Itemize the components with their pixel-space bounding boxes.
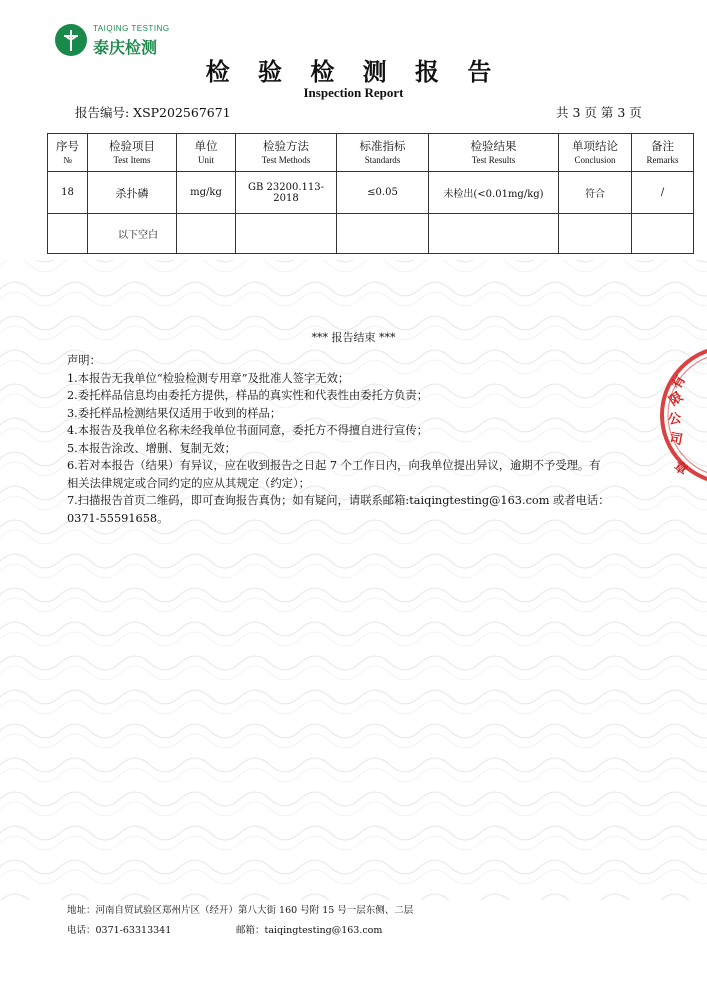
results-table: [47, 133, 694, 254]
statement-line: 4.本报告及我单位名称未经我单位书面同意，委托方不得擅自进行宣传；: [67, 424, 428, 437]
header-cell: 检验结果 Test Results: [429, 134, 559, 172]
header-cell: 检验方法 Test Methods: [236, 134, 337, 172]
company-seal-stamp: [655, 340, 707, 490]
statement-block: [67, 352, 687, 527]
report-subtitle: Inspection Report: [303, 85, 404, 100]
report-number: 报告编号: XSP202567671: [75, 105, 231, 120]
footer-phone: 电话：0371-63313341: [67, 925, 172, 936]
report-title: 检 验 检 测 报 告: [205, 58, 502, 86]
statement-line: 6.若对本报告（结果）有异议，应在收到报告之日起 7 个工作日内，向我单位提出异议，逾期不予受理。有: [67, 459, 601, 472]
table-cell: 18: [48, 172, 88, 214]
logo-english-name: TAIQING TESTING: [93, 24, 170, 33]
footer-address: 地址：河南自贸试验区郑州片区（经开）第八大街 160 号附 15 号一层东侧、二层: [67, 905, 414, 916]
blank-note: 以下空白: [88, 214, 177, 254]
statement-line: 3.委托样品检测结果仅适用于收到的样品；: [67, 406, 282, 420]
table-cell: 杀扑磷: [88, 172, 177, 214]
statement-line: 2.委托样品信息均由委托方提供，样品的真实性和代表性由委托方负责；: [67, 389, 428, 402]
statement-line: 1.本报告无我单位“检验检测专用章”及批准人签字无效；: [67, 371, 350, 385]
statement-line: 0371-55591658。: [67, 511, 169, 525]
svg-text:公: 公: [667, 410, 683, 428]
table-cell: [48, 214, 88, 254]
header-cell: 检验项目 Test Items: [88, 134, 177, 172]
table-header-row: [48, 134, 694, 172]
table-cell: ≤0.05: [337, 172, 429, 214]
header-cell: 单项结论 Conclusion: [559, 134, 632, 172]
table-row: [48, 214, 694, 254]
svg-text:限: 限: [666, 389, 686, 410]
footer-email: 邮箱：taiqingtesting@163.com: [236, 925, 383, 936]
table-cell: [337, 214, 429, 254]
table-cell: [559, 214, 632, 254]
table-row: [48, 172, 694, 214]
page-indicator: 共 3 页 第 3 页: [556, 105, 642, 120]
header-cell: 标准指标 Standards: [337, 134, 429, 172]
report-end-marker: *** 报告结束 ***: [311, 331, 396, 344]
svg-text:司: 司: [668, 431, 684, 449]
logo-chinese-name: 泰庆检测: [93, 38, 158, 57]
table-cell: mg/kg: [177, 172, 236, 214]
table-cell: [177, 214, 236, 254]
statement-line: 5.本报告涂改、增删、复制无效；: [67, 441, 236, 455]
statement-line: 声明：: [67, 354, 101, 367]
table-cell: GB 23200.113-2018: [236, 172, 337, 214]
table-cell: /: [632, 172, 694, 214]
svg-text:有: 有: [669, 373, 689, 392]
table-cell: 符合: [559, 172, 632, 214]
statement-line: 7.扫描报告首页二维码，即可查询报告真伪；如有疑问，请联系邮箱:taiqingtesting@163.com 或者电话：: [67, 494, 610, 507]
table-cell: [236, 214, 337, 254]
table-cell: [632, 214, 694, 254]
header-cell: 单位 Unit: [177, 134, 236, 172]
table-cell: [429, 214, 559, 254]
svg-text:章: 章: [670, 458, 690, 479]
header-cell: 备注 Remarks: [632, 134, 694, 172]
statement-line: 相关法律规定或合同约定的应从其规定（约定）；: [67, 476, 310, 490]
table-cell: 未检出(<0.01mg/kg): [429, 172, 559, 214]
header-cell: 序号 №: [48, 134, 88, 172]
